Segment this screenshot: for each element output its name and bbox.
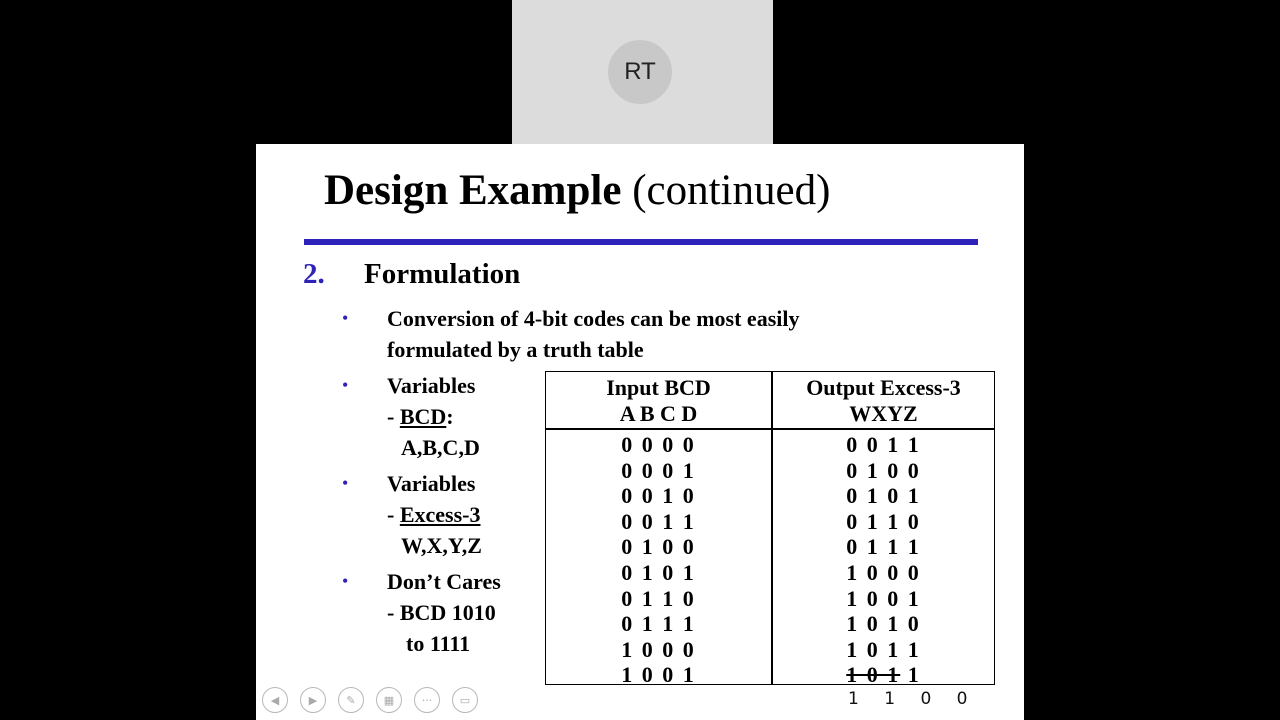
table-row: 1 0 0 0 [846,559,921,585]
table-row: 1 0 1 0 [846,611,921,637]
table-row: 1 0 0 1 [846,585,921,611]
bullet-line: Conversion of 4-bit codes can be most easily [387,306,800,331]
bullet-dash: - [387,502,400,527]
table-row: 0 1 1 0 [621,585,696,611]
bullet-icon: • [342,308,349,328]
table-row: 1 0 1 1 [846,636,921,662]
pen-icon[interactable]: ✎ [338,687,364,713]
table-header-divider [546,428,994,430]
bullet-colon: : [446,404,454,429]
title-divider [304,239,978,245]
output-column [771,432,996,688]
slideshow-controls [262,687,478,713]
table-row: 0 1 0 0 [846,457,921,483]
bullet-icon: • [342,375,349,395]
bcd-underlined: BCD [399,404,447,429]
bullet-line [387,499,482,530]
table-row: 0 1 1 0 [846,508,921,534]
bullet-line: formulated by a truth table [387,337,644,362]
previous-icon[interactable]: ◀ [262,687,288,713]
bullet-line [387,401,480,432]
struck-value: 1 0 1 [846,662,901,688]
table-row: 0 1 0 0 [621,534,696,560]
bullet-line: Don’t Cares [387,569,501,594]
bullet-line: W,X,Y,Z [401,533,482,558]
table-row: 0 1 0 1 [846,483,921,509]
input-header-vars: A B C D [619,401,698,426]
input-column [546,432,771,688]
output-header-title: Output Excess-3 [806,375,961,400]
output-header [771,375,996,427]
bullet-line: - BCD 1010 [387,600,496,625]
next-icon[interactable]: ▶ [300,687,326,713]
bullet-line: to 1111 [406,631,471,656]
bullet-dash: - [387,404,400,429]
truth-table [545,371,995,688]
bullet-line: A,B,C,D [401,435,480,460]
bullet-variables-excess3 [387,468,482,561]
table-row: 1 0 0 1 [621,662,696,688]
table-row: 0 1 1 1 [621,611,696,637]
input-header-title: Input BCD [606,375,711,400]
slide-title [324,166,830,215]
excess3-underlined: Excess-3 [399,502,481,527]
bullet-line: Variables [387,471,476,496]
table-row: 0 0 1 0 [621,483,696,509]
table-row: 0 1 1 1 [846,534,921,560]
input-header [546,375,771,427]
bullet-variables-bcd [387,370,480,463]
slide-title-bold: Design Example [324,167,622,214]
table-row: 0 1 0 1 [621,559,696,585]
section-number: 2. [303,258,325,290]
table-row: 0 0 1 1 [846,432,921,457]
screen-icon[interactable]: ▭ [452,687,478,713]
table-cell-tail: 1 [907,662,921,688]
bullet-icon: • [342,571,349,591]
table-row: 1 0 0 0 [621,636,696,662]
handwritten-annotation: 1 1 0 0 [848,689,978,709]
table-row: 0 0 0 1 [621,457,696,483]
table-row: 0 0 0 0 [621,432,696,457]
table-row: 0 0 1 1 [621,508,696,534]
slide-title-rest: (continued) [621,167,831,214]
table-row [771,662,996,688]
bullet-conversion [387,303,799,365]
section-title: Formulation [364,258,521,290]
presentation-slide [256,144,1024,720]
output-header-vars: WXYZ [849,401,918,426]
avatar: RT [608,40,672,104]
bullet-dont-cares [387,566,501,659]
bullet-icon: • [342,473,349,493]
bullet-line: Variables [387,373,476,398]
slides-icon[interactable]: ▦ [376,687,402,713]
more-icon[interactable]: ··· [414,687,440,713]
participant-video-tile [512,0,773,144]
